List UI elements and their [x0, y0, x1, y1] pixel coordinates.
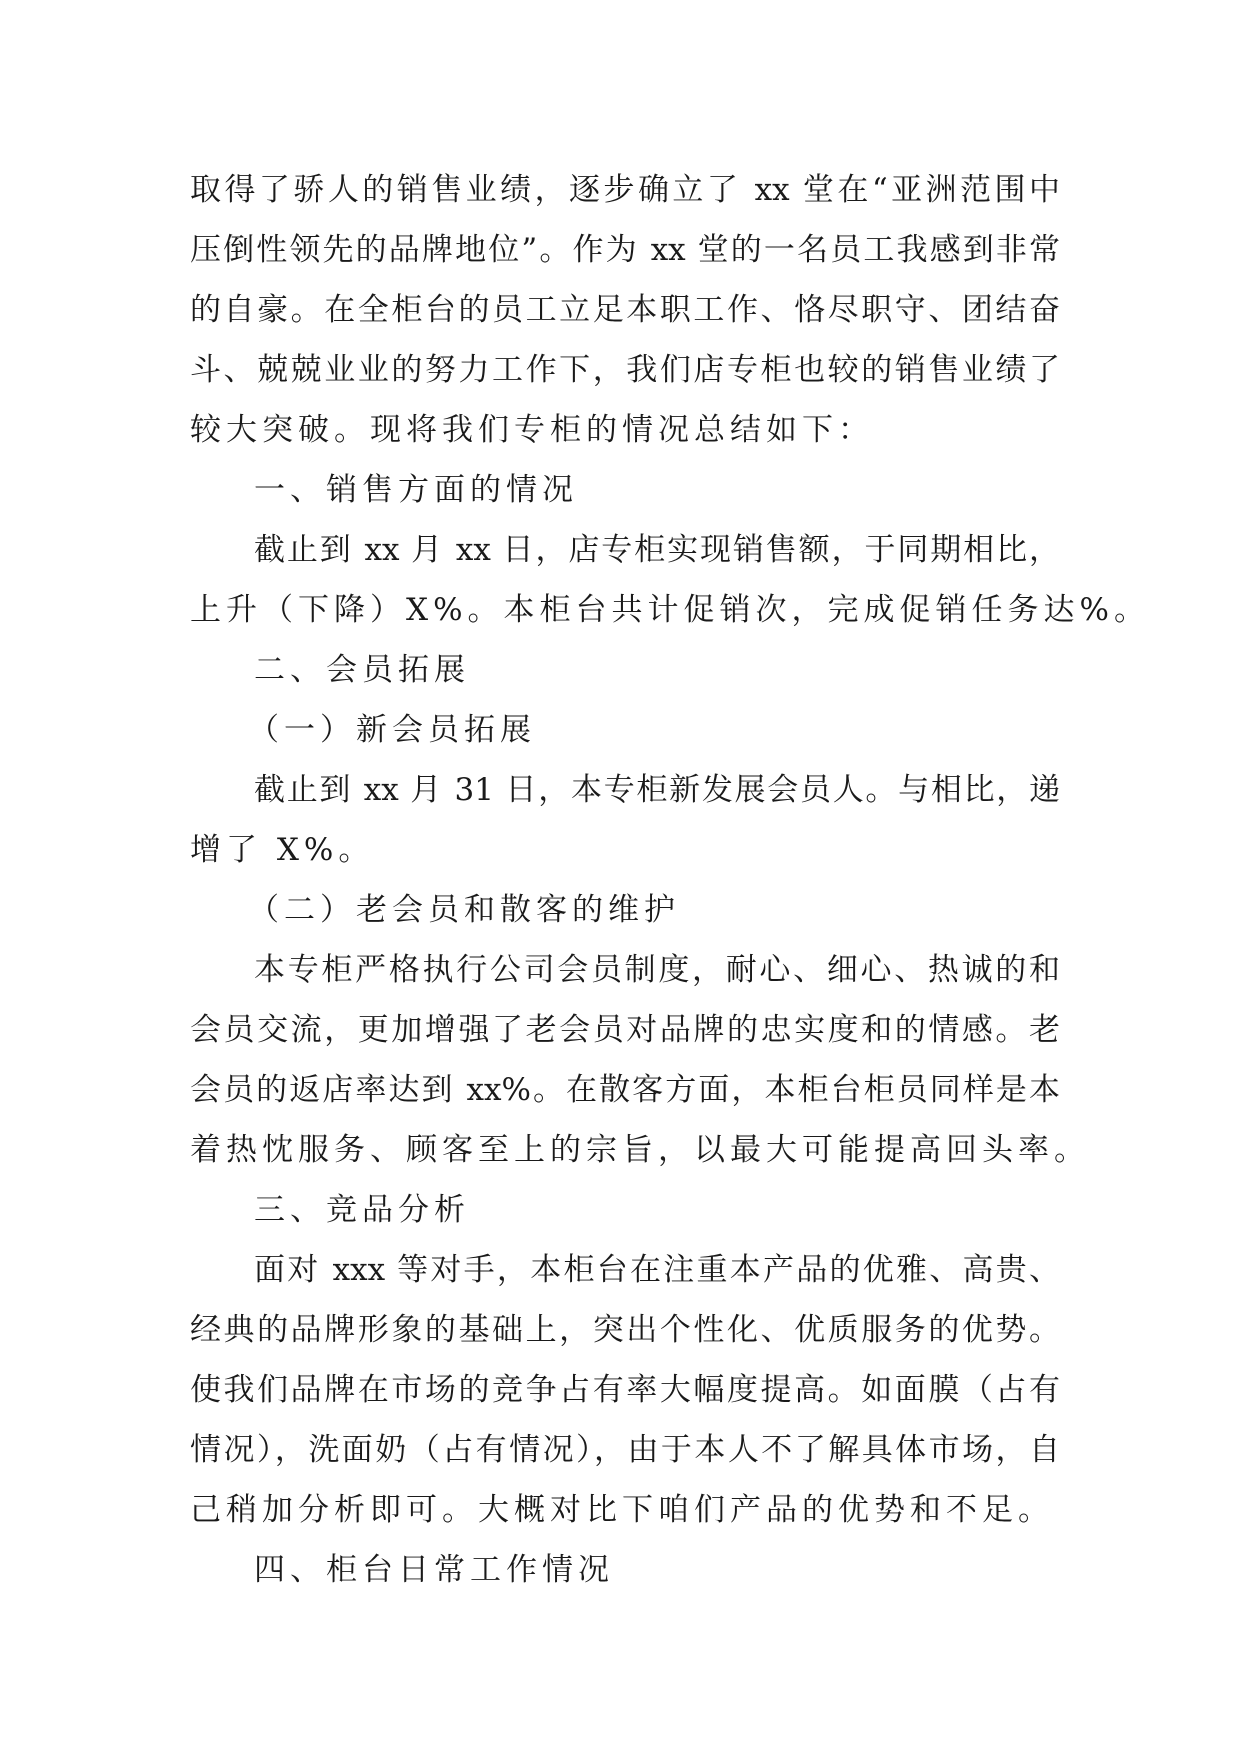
paragraph-line: 会员交流，更加增强了老会员对品牌的忠实度和的情感。老 — [190, 1012, 1060, 1048]
section-heading-daily-work: 四、柜台日常工作情况 — [254, 1552, 614, 1588]
paragraph-line: 斗、兢兢业业的努力工作下，我们店专柜也较的销售业绩了 — [190, 352, 1060, 388]
paragraph-line: 增了 X%。 — [190, 832, 375, 868]
paragraph-line: 上升（下降）X%。本柜台共计促销次，完成促销任务达%。 — [190, 592, 1150, 628]
section-heading-members: 二、会员拓展 — [254, 652, 470, 688]
paragraph-line: 较大突破。现将我们专柜的情况总结如下： — [190, 412, 874, 448]
subsection-heading-new-members: （一）新会员拓展 — [248, 712, 536, 748]
paragraph-line: 截止到 xx 月 xx 日，店专柜实现销售额，于同期相比， — [254, 532, 1060, 568]
subsection-heading-old-members: （二）老会员和散客的维护 — [248, 892, 680, 928]
document-body — [190, 160, 1150, 1600]
paragraph-line: 经典的品牌形象的基础上，突出个性化、优质服务的优势。 — [190, 1312, 1060, 1348]
section-heading-competitors: 三、竞品分析 — [254, 1192, 470, 1228]
paragraph-line: 使我们品牌在市场的竞争占有率大幅度提高。如面膜（占有 — [190, 1372, 1060, 1408]
paragraph-line: 己稍加分析即可。大概对比下咱们产品的优势和不足。 — [190, 1492, 1054, 1528]
paragraph-line: 情况），洗面奶（占有情况），由于本人不了解具体市场，自 — [190, 1432, 1060, 1468]
paragraph-line: 截止到 xx 月 31 日，本专柜新发展会员人。与相比，递 — [254, 772, 1060, 808]
paragraph-line: 面对 xxx 等对手，本柜台在注重本产品的优雅、高贵、 — [254, 1252, 1060, 1288]
paragraph-line: 着热忱服务、顾客至上的宗旨，以最大可能提高回头率。 — [190, 1132, 1090, 1168]
paragraph-line: 会员的返店率达到 xx%。在散客方面，本柜台柜员同样是本 — [190, 1072, 1060, 1108]
paragraph-line: 本专柜严格执行公司会员制度，耐心、细心、热诚的和 — [254, 952, 1060, 988]
paragraph-line: 的自豪。在全柜台的员工立足本职工作、恪尽职守、团结奋 — [190, 292, 1060, 328]
paragraph-line: 压倒性领先的品牌地位”。作为 xx 堂的一名员工我感到非常 — [190, 232, 1060, 268]
section-heading-sales: 一、销售方面的情况 — [254, 472, 578, 508]
paragraph-line: 取得了骄人的销售业绩，逐步确立了 xx 堂在“亚洲范围中 — [190, 172, 1060, 208]
